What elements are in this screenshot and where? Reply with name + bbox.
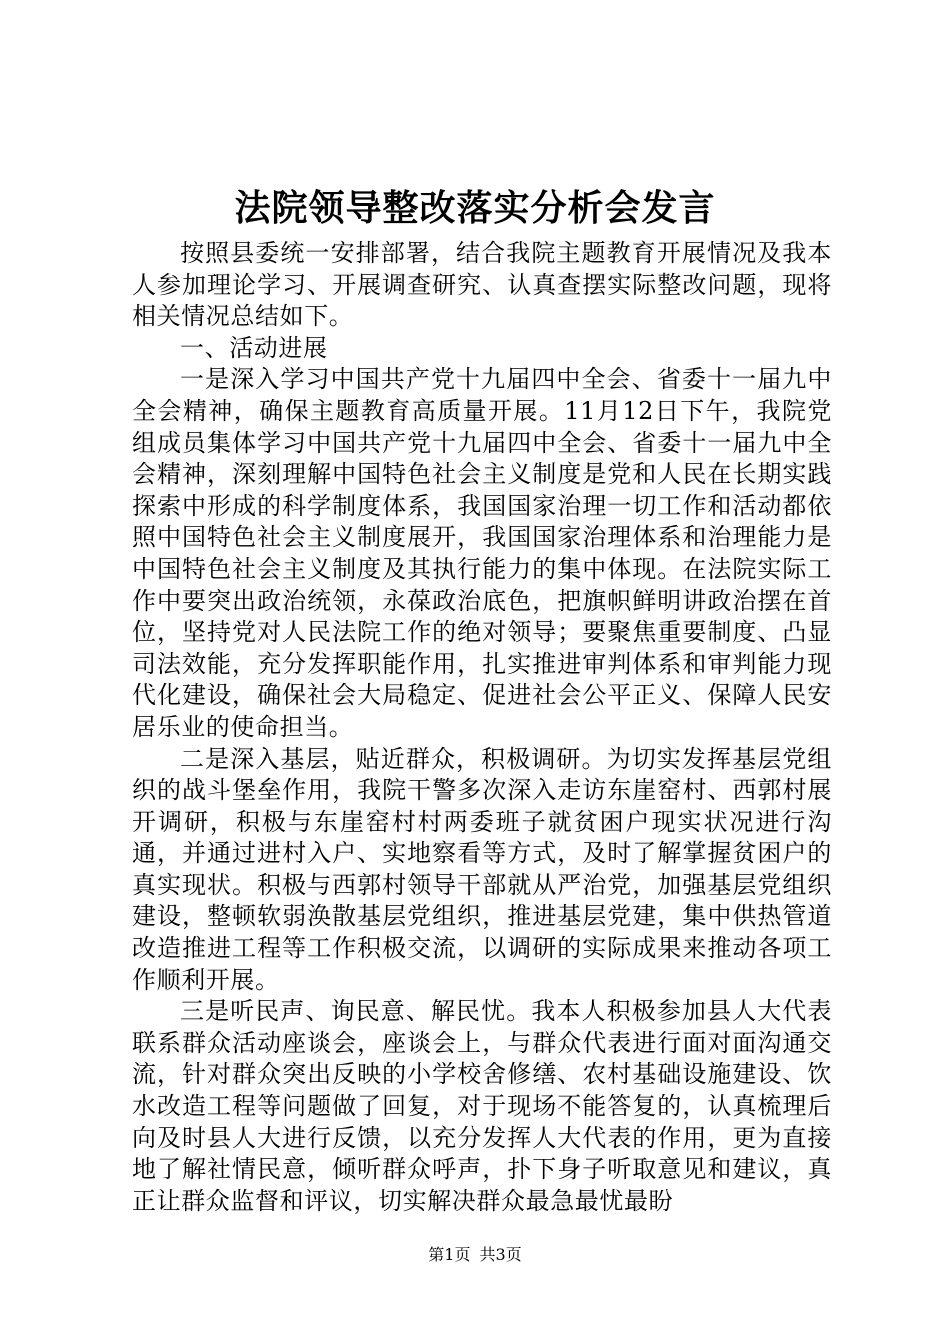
paragraph-study: 一是深入学习中国共产党十九届四中全会、省委十一届九中全会精神，确保主题教育高质量开展。11月12日下午，我院党组成员集体学习中国共产党十九届四中全会、省委十一届九中全会精神，深刻理解中国特色社会主义制度是党和人民在长期实践探索中形成的科学制度体系，我国国家治理一切工作和活动都依照中国特色社会主义制度展开，我国国家治理体系和治理能力是中国特色社会主义制度及其执行能力的集中体现。在法院实际工作中要突出政治统领，永葆政治底色，把旗帜鲜明讲政治摆在首位，坚持党对人民法院工作的绝对领导；要聚焦重要制度、凸显司法效能，充分发挥职能作用，扎实推进审判体系和审判能力现代化建设，确保社会大局稳定、促进社会公平正义、保障人民安居乐业的使命担当。 <box>132 365 832 741</box>
page-number: 第1页 <box>428 1245 471 1264</box>
document-title: 法院领导整改落实分析会发言 <box>234 187 716 229</box>
paragraph-grassroots: 二是深入基层，贴近群众，积极调研。为切实发挥基层党组织的战斗堡垒作用，我院干警多次深入走访东崖窑村、西郭村展开调研，积极与东崖窑村村两委班子就贫困户现实状况进行沟通，并通过进村入户、实地察看等方式，及时了解掌握贫困户的真实现状。积极与西郭村领导干部就从严治党，加强基层党组织建设，整顿软弱涣散基层党组织，推进基层党建，集中供热管道改造推进工程等工作积极交流，以调研的实际成果来推动各项工作顺利开展。 <box>132 744 832 994</box>
page-total: 共3页 <box>479 1245 522 1264</box>
page-footer <box>0 1243 950 1267</box>
section-heading: 一、活动进展 <box>180 333 328 362</box>
intro-paragraph: 按照县委统一安排部署，结合我院主题教育开展情况及我本人参加理论学习、开展调查研究、认真查摆实际整改问题，现将相关情况总结如下。 <box>132 239 832 331</box>
document-body <box>132 238 832 1217</box>
paragraph-public-opinion: 三是听民声、询民意、解民忧。我本人积极参加县人大代表联系群众活动座谈会，座谈会上，与群众代表进行面对面沟通交流，针对群众突出反映的小学校舍修缮、农村基础设施建设、饮水改造工程等问题做了回复，对于现场不能答复的，认真梳理后向及时县人大进行反馈，以充分发挥人大代表的作用，更为直接地了解社情民意，倾听群众呼声，扑下身子听取意见和建议，真正让群众监督和评议，切实解决群众最急最忧最盼 <box>132 997 832 1215</box>
